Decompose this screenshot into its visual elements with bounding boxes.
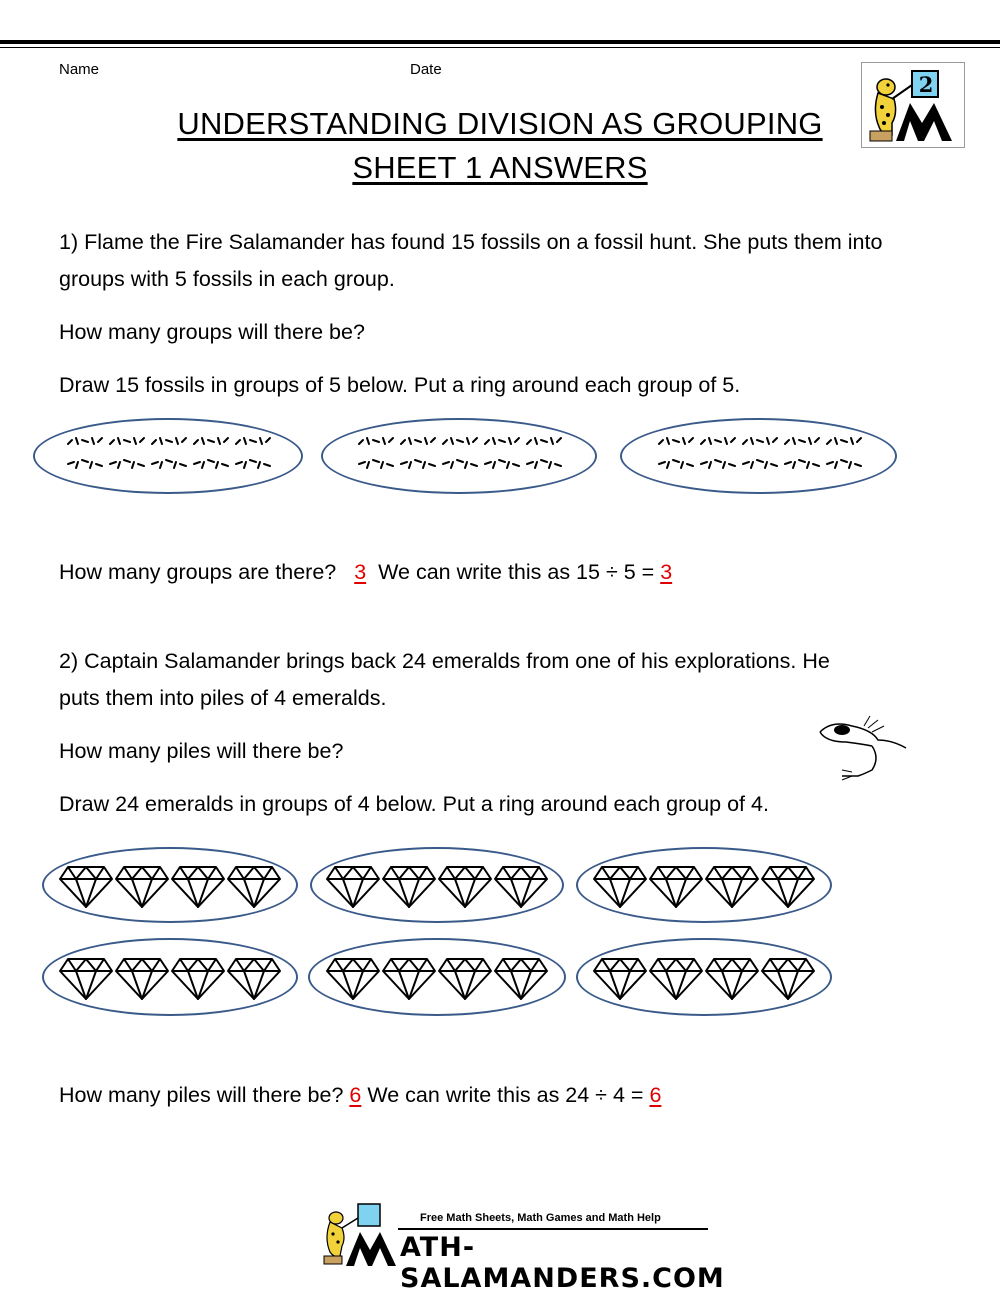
page-title: UNDERSTANDING DIVISION AS GROUPING	[177, 106, 823, 141]
emerald-icon	[495, 959, 547, 999]
fossil-icon	[194, 438, 228, 468]
header-rule-thin	[0, 47, 1000, 48]
emerald-group	[310, 847, 564, 923]
q1-groups-prefix: How many groups are there?	[59, 560, 337, 584]
fossil-icon	[743, 438, 777, 468]
emerald-icon	[439, 959, 491, 999]
q2-answer-line	[59, 1077, 939, 1114]
q1-answer-line	[59, 554, 939, 591]
emerald-icon	[650, 867, 702, 907]
q2-piles-prefix: How many piles will there be?	[59, 1083, 344, 1107]
fossil-icon	[152, 438, 186, 468]
q2-text-line2: puts them into piles of 4 emeralds.	[59, 686, 387, 710]
fossil-icon	[527, 438, 561, 468]
fossil-icon	[359, 438, 393, 468]
salamander-sketch	[812, 712, 912, 782]
fossil-icon	[785, 438, 819, 468]
emerald-icon	[439, 867, 491, 907]
emerald-icon	[327, 959, 379, 999]
q1-write-prefix: We can write this as 15 ÷ 5 =	[378, 560, 655, 584]
fossil-group	[321, 418, 597, 494]
emeralds-icon	[323, 953, 551, 1001]
emeralds-icon	[590, 953, 818, 1001]
q2-question: How many piles will there be?	[59, 739, 344, 763]
date-label: Date	[410, 61, 442, 78]
q1-text: 1) Flame the Fire Salamander has found 15 fossils on a fossil hunt. She puts them into groups with 5 fossils in each group.	[59, 230, 883, 291]
fossil-icon	[68, 438, 102, 468]
emerald-icon	[327, 867, 379, 907]
emeralds-icon	[56, 953, 284, 1001]
footer-tagline: Free Math Sheets, Math Games and Math Help	[420, 1212, 661, 1224]
emerald-group	[576, 938, 832, 1016]
q1-write-answer: 3	[660, 560, 673, 584]
emeralds-icon	[323, 861, 551, 909]
fossil-icon	[401, 438, 435, 468]
emeralds-icon	[590, 861, 818, 909]
emerald-icon	[116, 959, 168, 999]
fossil-icon	[701, 438, 735, 468]
emerald-group	[308, 938, 566, 1016]
grade-number: 2	[918, 72, 934, 97]
emerald-icon	[383, 959, 435, 999]
footer-brand: ATH-SALAMANDERS.COM	[400, 1232, 725, 1294]
q2-write-answer: 6	[649, 1083, 662, 1107]
fossils-icon	[349, 434, 569, 478]
q2-instruction: Draw 24 emeralds in groups of 4 below. Put a ring around each group of 4.	[59, 792, 769, 816]
emerald-group	[42, 847, 298, 923]
emerald-icon	[60, 867, 112, 907]
q2-piles-answer: 6	[349, 1083, 362, 1107]
emerald-icon	[594, 867, 646, 907]
emerald-icon	[706, 867, 758, 907]
emerald-icon	[172, 867, 224, 907]
emeralds-icon	[56, 861, 284, 909]
emerald-group	[42, 938, 298, 1016]
salamander-icon	[812, 712, 912, 782]
header-rule-thick	[0, 40, 1000, 44]
emerald-icon	[228, 867, 280, 907]
fossil-icon	[485, 438, 519, 468]
emerald-icon	[228, 959, 280, 999]
q1-groups-answer: 3	[354, 560, 367, 584]
fossils-icon	[58, 434, 278, 478]
emerald-group	[576, 847, 832, 923]
name-label: Name	[59, 61, 100, 78]
fossil-group	[33, 418, 303, 494]
emerald-icon	[594, 959, 646, 999]
fossil-icon	[659, 438, 693, 468]
emerald-icon	[383, 867, 435, 907]
fossils-icon	[649, 434, 869, 478]
fossil-group	[620, 418, 897, 494]
emerald-icon	[762, 959, 814, 999]
q2-text-line1: 2) Captain Salamander brings back 24 emeralds from one of his explorations. He	[59, 649, 830, 673]
emerald-icon	[60, 959, 112, 999]
q2-write-prefix: We can write this as 24 ÷ 4 =	[367, 1083, 644, 1107]
page-subtitle: SHEET 1 ANSWERS	[352, 150, 648, 185]
footer-divider	[398, 1228, 708, 1230]
emerald-icon	[706, 959, 758, 999]
fossil-icon	[827, 438, 861, 468]
q1-instruction: Draw 15 fossils in groups of 5 below. Put a ring around each group of 5.	[59, 373, 741, 397]
fossil-icon	[236, 438, 270, 468]
emerald-icon	[116, 867, 168, 907]
emerald-icon	[495, 867, 547, 907]
emerald-icon	[762, 867, 814, 907]
q1-question: How many groups will there be?	[59, 320, 365, 344]
fossil-icon	[443, 438, 477, 468]
footer-salamander-icon	[320, 1200, 410, 1270]
emerald-icon	[650, 959, 702, 999]
emerald-icon	[172, 959, 224, 999]
fossil-icon	[110, 438, 144, 468]
footer-logo	[320, 1200, 725, 1294]
